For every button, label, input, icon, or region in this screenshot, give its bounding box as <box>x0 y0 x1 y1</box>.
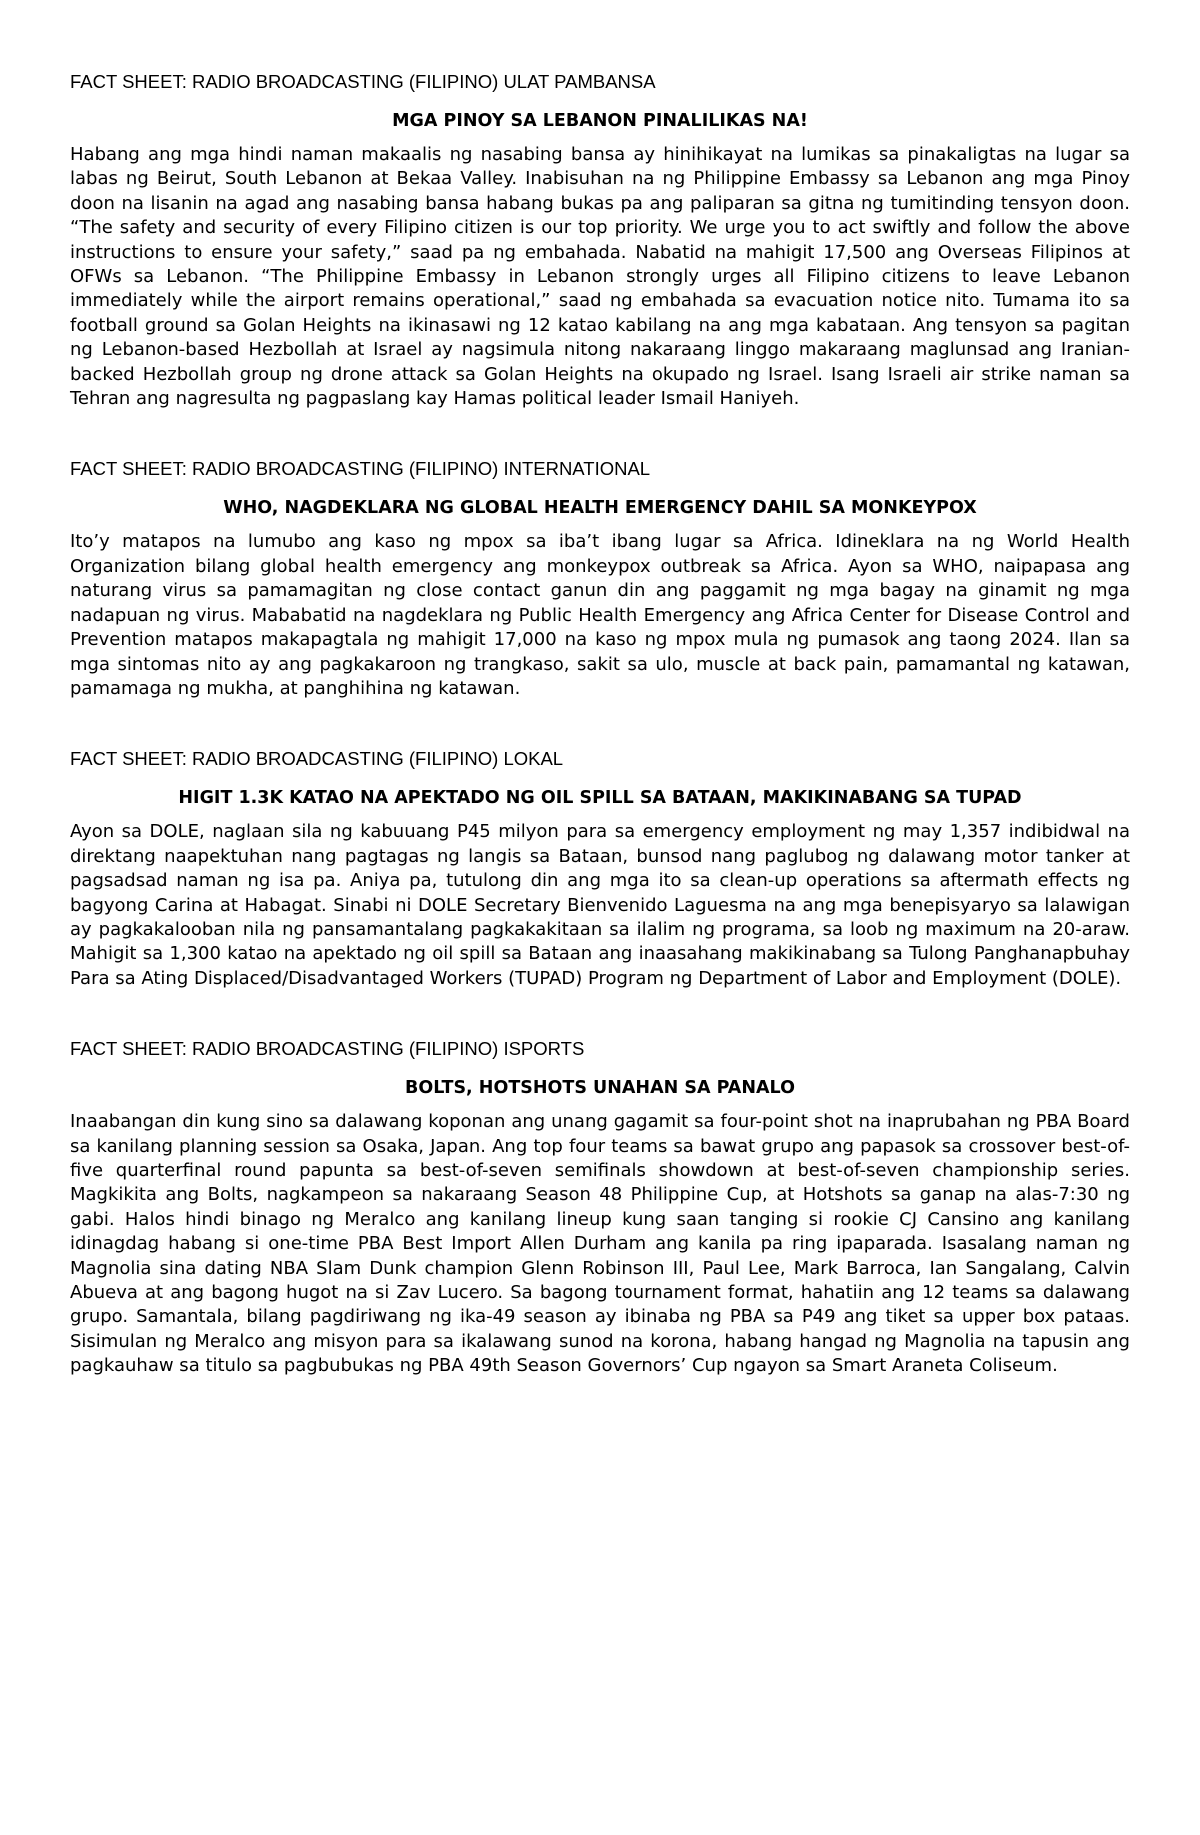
news-headline: HIGIT 1.3K KATAO NA APEKTADO NG OIL SPILL SA BATAAN, MAKIKINABANG SA TUPAD <box>178 788 1022 809</box>
news-body: Inaabangan din kung sino sa dalawang koponan ang unang gagamit sa four-point shot na inaprubahan ng PBA Board sa kanilang planning session sa Osaka, Japan. Ang top four teams sa bawat grupo ang papasok sa crossover best-of-five quarterfinal round papunta sa best-of-seven semifinals showdown at best-of-seven championship series. Magkikita ang Bolts, nagkampeon sa nakaraang Season 48 Philippine Cup, at Hotshots sa ganap na alas-7:30 ng gabi. Halos hindi binago ng Meralco ang kanilang lineup kung saan tanging si rookie CJ Cansino ang kanilang idinagdag habang si one-time PBA Best Import Allen Durham ang kanila pa ring ipaparada. Isasalang naman ng Magnolia sina dating NBA Slam Dunk champion Glenn Robinson III, Paul Lee, Mark Barroca, Ian Sangalang, Calvin Abueva at ang bagong hugot na si Zav Lucero. Sa bagong tournament format, hahatiin ang 12 teams sa dalawang grupo. Samantala, bilang pagdiriwang ng ika-49 season ay ibinaba ng PBA sa P49 ang tiket sa upper box pataas. Sisimulan ng Meralco ang misyon para sa ikalawang sunod na korona, habang hangad ng Magnolia na tapusin ang pagkauhaw sa titulo sa pagbubukas ng PBA 49th Season Governors’ Cup ngayon sa Smart Araneta Coliseum. <box>70 1111 1130 1377</box>
fact-sheet-label: FACT SHEET: RADIO BROADCASTING (FILIPINO) ISPORTS <box>70 1038 585 1060</box>
fact-sheet-lokal <box>70 747 1130 991</box>
news-body: Ito’y matapos na lumubo ang kaso ng mpox sa iba’t ibang lugar sa Africa. Idineklara na ng World Health Organization bilang global health emergency ang monkeypox outbreak sa Africa. Ayon sa WHO, naipapasa ang naturang virus sa pamamagitan ng close contact ganun din ang paggamit ng mga bagay na ginamit ng mga nadapuan ng virus. Mababatid na nagdeklara ng Public Health Emergency ang Africa Center for Disease Control and Prevention matapos makapagtala ng mahigit 17,000 na kaso ng mpox mula ng pumasok ang taong 2024. Ilan sa mga sintomas nito ay ang pagkakaroon ng trangkaso, sakit sa ulo, muscle at back pain, pamamantal ng katawan, pamamaga ng mukha, at panghihina ng katawan. <box>70 531 1130 699</box>
news-headline: BOLTS, HOTSHOTS UNAHAN SA PANALO <box>405 1078 795 1099</box>
news-body: Habang ang mga hindi naman makaalis ng nasabing bansa ay hinihikayat na lumikas sa pinakaligtas na lugar sa labas ng Beirut, South Lebanon at Bekaa Valley. Inabisuhan na ng Philippine Embassy sa Lebanon ang mga Pinoy doon na lisanin na agad ang nasabing bansa habang bukas pa ang paliparan sa gitna ng tumitinding tensyon doon. “The safety and security of every Filipino citizen is our top priority. We urge you to act swiftly and follow the above instructions to ensure your safety,” saad pa ng embahada. Nabatid na mahigit 17,500 ang Overseas Filipinos at OFWs sa Lebanon. “The Philippine Embassy in Lebanon strongly urges all Filipino citizens to leave Lebanon immediately while the airport remains operational,” saad ng embahada sa evacuation notice nito. Tumama ito sa football ground sa Golan Heights na ikinasawi ng 12 katao kabilang na ang mga kabataan. Ang tensyon sa pagitan ng Lebanon-based Hezbollah at Israel ay nagsimula nitong nakaraang linggo makaraang maglunsad ang Iranian-backed Hezbollah group ng drone attack sa Golan Heights na okupado ng Israel. Isang Israeli air strike naman sa Tehran ang nagresulta ng pagpaslang kay Hamas political leader Ismail Haniyeh. <box>70 144 1130 410</box>
fact-sheet-international <box>70 457 1130 701</box>
document-page <box>70 70 1130 1425</box>
news-headline: WHO, NAGDEKLARA NG GLOBAL HEALTH EMERGENCY DAHIL SA MONKEYPOX <box>223 498 977 519</box>
fact-sheet-label: FACT SHEET: RADIO BROADCASTING (FILIPINO) LOKAL <box>70 748 564 770</box>
fact-sheet-label: FACT SHEET: RADIO BROADCASTING (FILIPINO) ULAT PAMBANSA <box>70 71 656 92</box>
fact-sheet-isports <box>70 1037 1130 1378</box>
fact-sheet-ulat-pambansa <box>70 70 1130 411</box>
fact-sheet-label: FACT SHEET: RADIO BROADCASTING (FILIPINO) INTERNATIONAL <box>70 458 651 480</box>
news-body: Ayon sa DOLE, naglaan sila ng kabuuang P45 milyon para sa emergency employment ng may 1,357 indibidwal na direktang naapektuhan nang pagtagas ng langis sa Bataan, bunsod nang paglubog ng dalawang motor tanker at pagsadsad naman ng isa pa. Aniya pa, tutulong din ang mga ito sa clean-up operations sa aftermath effects ng bagyong Carina at Habagat. Sinabi ni DOLE Secretary Bienvenido Laguesma na ang mga benepisyaryo sa lalawigan ay pagkakalooban nila ng pansamantalang pagkakakitaan sa ilalim ng programa, sa loob ng maximum na 20-araw. Mahigit sa 1,300 katao na apektado ng oil spill sa Bataan ang inaasahang makikinabang sa Tulong Panghanapbuhay Para sa Ating Displaced/Disadvantaged Workers (TUPAD) Program ng Department of Labor and Employment (DOLE). <box>70 821 1130 989</box>
news-headline: MGA PINOY SA LEBANON PINALILIKAS NA! <box>392 111 808 131</box>
